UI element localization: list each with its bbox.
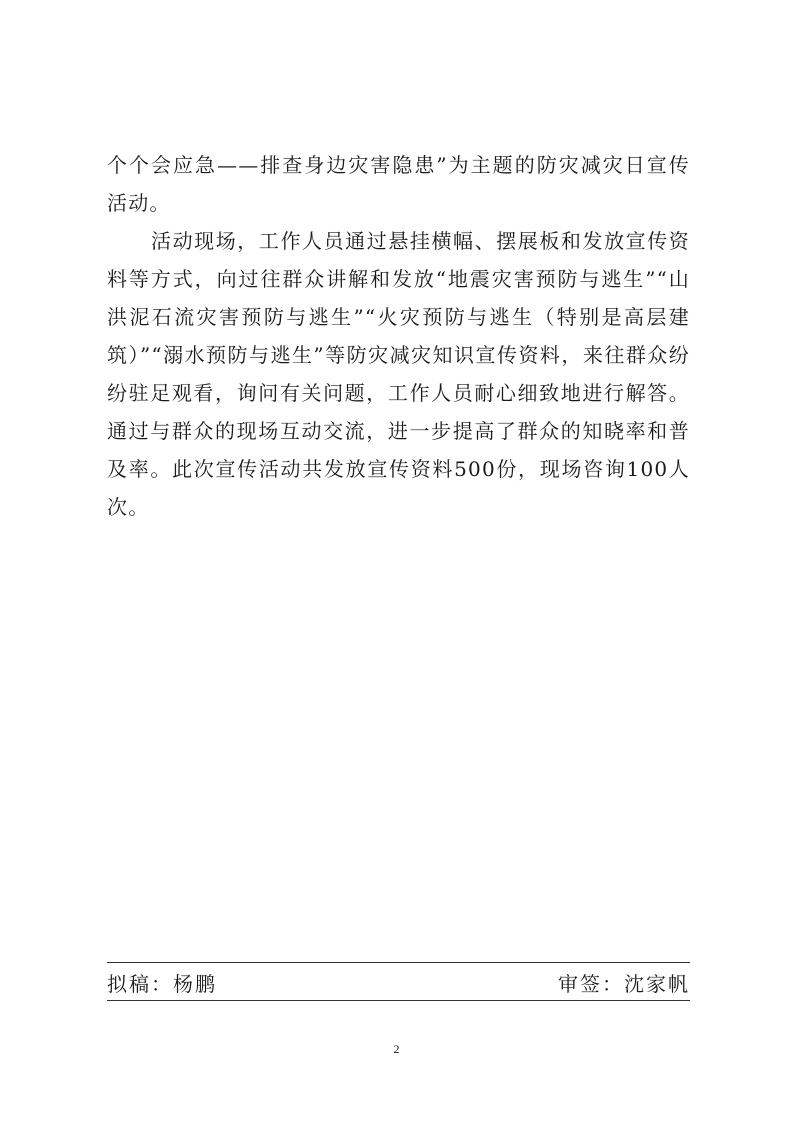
page-number: 2: [393, 1042, 400, 1056]
reviewer-label: 审签：: [558, 971, 624, 996]
drafter-name: 杨鹏: [173, 971, 217, 996]
paragraph-continued: 个个会应急——排查身边灾害隐患”为主题的防灾减灾日宣传活动。: [107, 153, 690, 215]
reviewer-name: 沈家帆: [624, 971, 690, 996]
body-text: [107, 146, 690, 526]
drafter-label: 拟稿：: [107, 971, 173, 996]
footer-signature-row: [107, 966, 690, 998]
footer-top-rule: [107, 962, 690, 963]
footer-bottom-rule: [107, 1000, 690, 1001]
drafter: [107, 968, 217, 997]
reviewer: [558, 968, 690, 997]
paragraph-activity: 活动现场，工作人员通过悬挂横幅、摆展板和发放宣传资料等方式，向过往群众讲解和发放“地震灾害预防与逃生”“山洪泥石流灾害预防与逃生”“火灾预防与逃生（特别是高层建筑）”“溺水预防与逃生”等防灾减灾知识宣传资料，来往群众纷纷驻足观看，询问有关问题，工作人员耐心细致地进行解答。通过与群众的现场互动交流，进一步提高了群众的知晓率和普及率。此次宣传活动共发放宣传资料500份，现场咨询100人次。: [107, 229, 690, 519]
